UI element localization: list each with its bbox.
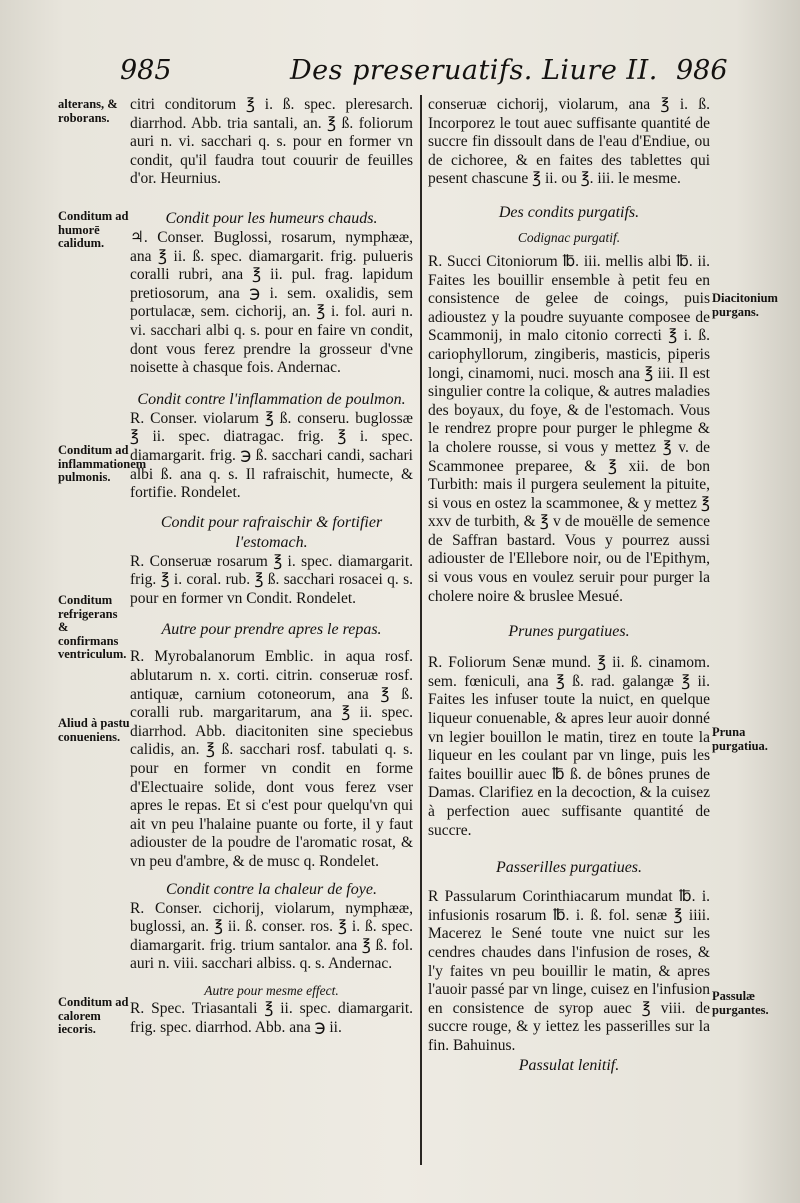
- margin-note-left-3: Conditum ad inflammationem pulmonis.: [58, 443, 147, 484]
- left-paragraph-6: R. Spec. Triasantali ℥ ii. spec. diamargarit. frig. spec. diarrhod. Abb. ana ℈ ii.: [130, 999, 413, 1036]
- right-column: [428, 96, 710, 1076]
- left-paragraph-3: R. Conseruæ rosarum ℥ i. spec. diamargarit. frig. ℥ i. coral. rub. ℥ ß. sacchari rosacei q. s. pour en former vn Condit. Rondelet.: [130, 552, 413, 607]
- left-paragraph-2: R. Conser. violarum ℥ ß. conseru. buglossæ ℥ ii. spec. diatragac. frig. ℥ i. spec. diamargarit. frig. ℈ ß. sacchari candi, sachari albi ß. ana q. s. Il rafraischit, humecte, & fortifie. Rondelet.: [130, 409, 413, 502]
- left-heading-6: Autre pour mesme effect.: [204, 982, 339, 998]
- margin-note-right-3: Passulæ purgantes.: [712, 989, 769, 1017]
- left-heading-1: Condit pour les humeurs chauds.: [165, 209, 378, 227]
- page-number-left: 985: [120, 55, 172, 86]
- right-paragraph-0: conseruæ cichorij, violarum, ana ℥ i. ß. Incorporez le tout auec suffisante quantité de succre fin dissoult dans de l'eau d'Endiue, ou de cichoree, & en faites des tablettes qui pesent chascune ℥ ii. ou ℥. iii. le mesme.: [428, 96, 710, 188]
- margin-note-left-1: alterans, & roborans.: [58, 97, 118, 125]
- right-heading-4: Passulat lenitif.: [518, 1056, 620, 1074]
- left-paragraph-4: R. Myrobalanorum Emblic. in aqua rosf. ablutarum n. x. corti. citrin. conseruæ rosf. antiquæ, carnium cotoneorum, ana ℥ ß. coralli rub. margaritarum, ana ℥ ii. spec. diarrhod. Abb. diacitoniten sine speciebus calidis, an. ℥ ß. sacchari rosf. tabulati q. s. pour en former vn condit en forme d'Electuaire solide, dont vous ferez vser apres le repas. Et si c'est pour quelqu'vn qui ait vn peu l'halaine puante ou forte, il y faut adiouster de la poudre de l'aromatic rosat, & vn peu d'ambre, & de musc q. Rondelet.: [130, 648, 413, 870]
- right-heading-1: Des condits purgatifs.: [498, 203, 640, 221]
- margin-note-left-6: Conditum ad calorem iecoris.: [58, 995, 129, 1036]
- page-number-right: 986: [676, 55, 728, 86]
- page-header: [0, 55, 800, 95]
- right-paragraph-3: R Passularum Corinthiacarum mundat ℔. i. infusionis rosarum ℔. i. ß. fol. senæ ℥ iiii. Macerez le Sené toute vne nuict sur les cendres chaudes dans l'infusion de roses, & l'y faites vn peu bouillir le matin, & apres l'auoir passé par vn linge, cuisez en l'infusion en consistence de syrop auec ℥ viii. de succre rouge, & y iettez les passerilles sur la fin. Bahuinus.: [428, 888, 710, 1054]
- left-paragraph-5: R. Conser. cichorij, violarum, nymphææ, buglossi, an. ℥ ii. ß. conser. ros. ℥ i. ß. spec. diamargarit. frig. trium santalor. ana ℥ ß. fol. auri n. viii. sacchari albiss. q. s. Andernac.: [130, 899, 413, 973]
- left-paragraph-1: ♃. Conser. Buglossi, rosarum, nymphææ, ana ℥ ii. ß. spec. diamargarit. frig. pulueris coralli rubri, ana ℥ ii. pul. frag. lapidum pretiosorum, ana ℈ i. sem. oxalidis, sem portulacæ, sem. cichorij, an. ℥ i. fol. auri n. vi. sacchari albi q. s. pour en faire vn condit, dont vous ferez prendre la grosseur d'vne noisette à chasque fois. Andernac.: [130, 228, 413, 377]
- left-heading-4: Autre pour prendre apres le repas.: [161, 621, 382, 639]
- left-heading-3: Condit pour rafraischir & fortifier l'estomach.: [160, 513, 383, 551]
- left-column: [130, 96, 413, 1037]
- right-heading-2: Prunes purgatiues.: [508, 623, 630, 641]
- margin-note-right-1: Diacitonium purgans.: [712, 291, 778, 319]
- right-paragraph-1: R. Succi Citoniorum ℔. iii. mellis albi ℔. ii. Faites les bouillir ensemble à petit feu en consistence de gelee de coings, puis adioustez y la poudre suyuante composee de Scammonij, in malo citonio correcti ℥ i. ß. cariophyllorum, zingiberis, masticis, piperis longi, cinamomi, nuci. mosch ana ℥ iii. Il est singulier contre la colique, & autres maladies des boyaux, du foye, & de l'estomach. Vous le rendrez propre pour purger le phlegme & la cholere rousse, si vous y mettez ℥ v. de Scammonee preparee, & ℥ xii. de bon Turbith: mais il purgera seulement la pituite, si vous en ostez la scammonee, & y mettez ℥ xxv de turbith, & ℥ v de mouëlle de semence de Saffran bastard. Vous y pourrez aussi adiouster de l'Ellebore noir, ou de l'Epithym, si vous vous en voulez seruir pour purger la cholere noire & bruslee Mesué.: [428, 252, 710, 605]
- margin-note-left-4: Conditum refrigerans & confirmans ventriculum.: [58, 593, 127, 661]
- left-paragraph-0: citri conditorum ℥ i. ß. spec. pleresarch. diarrhod. Abb. tria santali, an. ℥ ß. foliorum auri n. vi. sacchari q. s. pour en former vn condit, qu'il faudra tout couurir de feuilles d'or. Heurnius.: [130, 96, 413, 188]
- running-title: Des preseruatifs. Liure II.: [290, 55, 658, 86]
- left-heading-2: Condit contre l'inflammation de poulmon.: [137, 390, 406, 408]
- column-divider: [420, 95, 422, 1165]
- left-heading-5: Condit contre la chaleur de foye.: [166, 880, 377, 898]
- margin-note-left-5: Aliud à pastu conueniens.: [58, 716, 130, 744]
- right-paragraph-2: R. Foliorum Senæ mund. ℥ ii. ß. cinamom. sem. fœniculi, ana ℥ ß. rad. galangæ ℥ ii. Faites les infuser toute la nuict, en quelque liqueur conuenable, & apres leur auoir donné vn legier bouillon le matin, tirez en toute la liqueur en les coulant par vn linge, puis les faites bouillir auec ℔ ß. de bônes prunes de Damas. Clarifiez en la decoction, & la cuisez à perfection auec suffisante quantité de succre.: [428, 654, 710, 839]
- margin-note-right-2: Pruna purgatiua.: [712, 725, 768, 753]
- right-heading-3: Passerilles purgatiues.: [495, 859, 643, 877]
- margin-note-left-2: Conditum ad humorē calidum.: [58, 209, 129, 250]
- right-subheading-1: Codignac purgatif.: [517, 229, 621, 245]
